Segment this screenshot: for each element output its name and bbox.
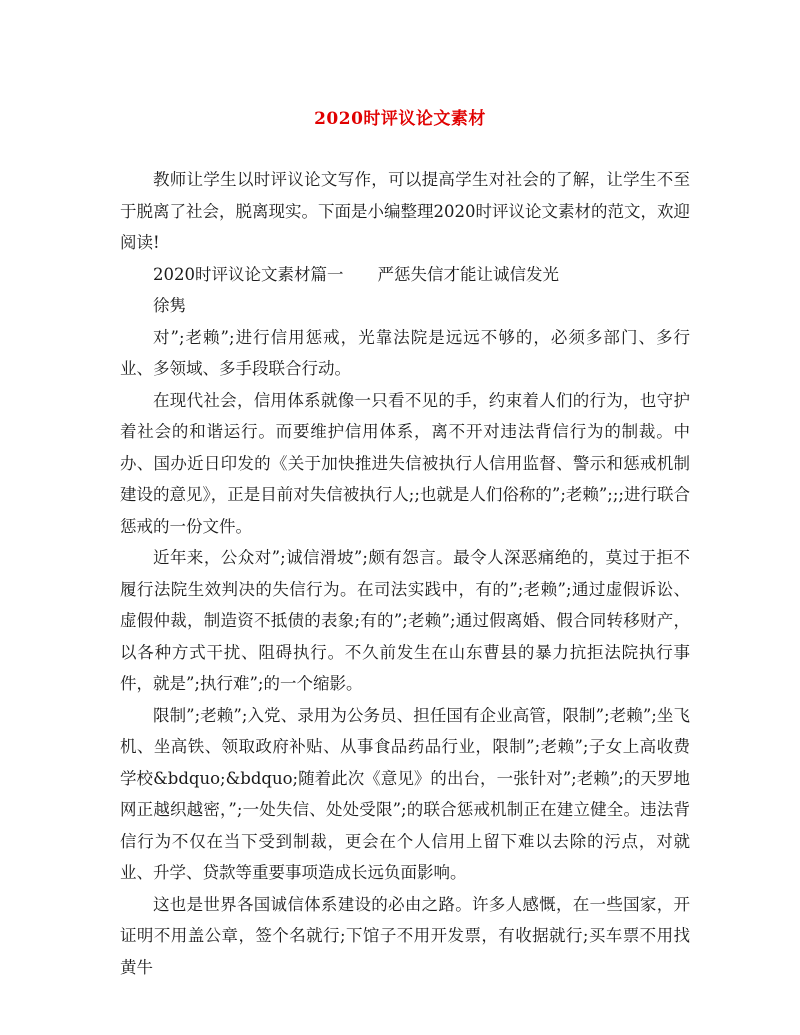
section-heading-line — [120, 259, 690, 291]
body-paragraph: 这也是世界各国诚信体系建设的必由之路。许多人感慨，在一些国家，开证明不用盖公章，签个名就行;下馆子不用开发票，有收据就行;买车票不用找黄牛 — [120, 894, 690, 977]
section-title: 严惩失信才能让诚信发光 — [377, 264, 559, 284]
body-paragraph: 在现代社会，信用体系就像一只看不见的手，约束着人们的行为，也守护着社会的和谐运行。而要维护信用体系，离不开对违法背信行为的制裁。中办、国办近日印发的《关于加快推进失信被执行人信用监督、警示和惩戒机制建设的意见》，正是目前对失信被执行人;;也就是人们俗称的”;老赖”;;;进行联合惩戒的一份文件。 — [120, 390, 690, 536]
author-line: 徐隽 — [153, 296, 186, 315]
section-heading: 2020时评议论文素材篇一 — [153, 264, 344, 284]
body-paragraph: 近年来，公众对”;诚信滑坡”;颇有怨言。最令人深恶痛绝的，莫过于拒不履行法院生效判决的失信行为。在司法实践中，有的”;老赖”;通过虚假诉讼、虚假仲裁，制造资不抵债的表象;有的”;老赖”;通过假离婚、假合同转移财产，以各种方式干扰、阻碍执行。不久前发生在山东曹县的暴力抗拒法院执行事件，就是”;执行难”;的一个缩影。 — [120, 548, 690, 693]
document-body — [120, 164, 690, 983]
body-paragraph: 限制”;老赖”;入党、录用为公务员、担任国有企业高管，限制”;老赖”;坐飞机、坐高铁、领取政府补贴、从事食品药品行业，限制”;老赖”;子女上高收费学校&bdquo;&bdquo;随着此次《意见》的出台，一张针对”;老赖”;的天罗地网正越织越密，”;一处失信、处处受限”;的联合惩戒机制正在建立健全。违法背信行为不仅在当下受到制裁，更会在个人信用上留下难以去除的污点，对就业、升学、贷款等重要事项造成长远负面影响。 — [120, 705, 690, 882]
intro-paragraph: 教师让学生以时评议论文写作，可以提高学生对社会的了解，让学生不至于脱离了社会，脱离现实。下面是小编整理2020时评议论文素材的范文，欢迎阅读! — [120, 170, 690, 252]
document-title: 2020时评议论文素材 — [314, 109, 486, 129]
body-paragraph: 对”;老赖”;进行信用惩戒，光靠法院是远远不够的，必须多部门、多行业、多领域、多手段联合行动。 — [120, 327, 690, 378]
